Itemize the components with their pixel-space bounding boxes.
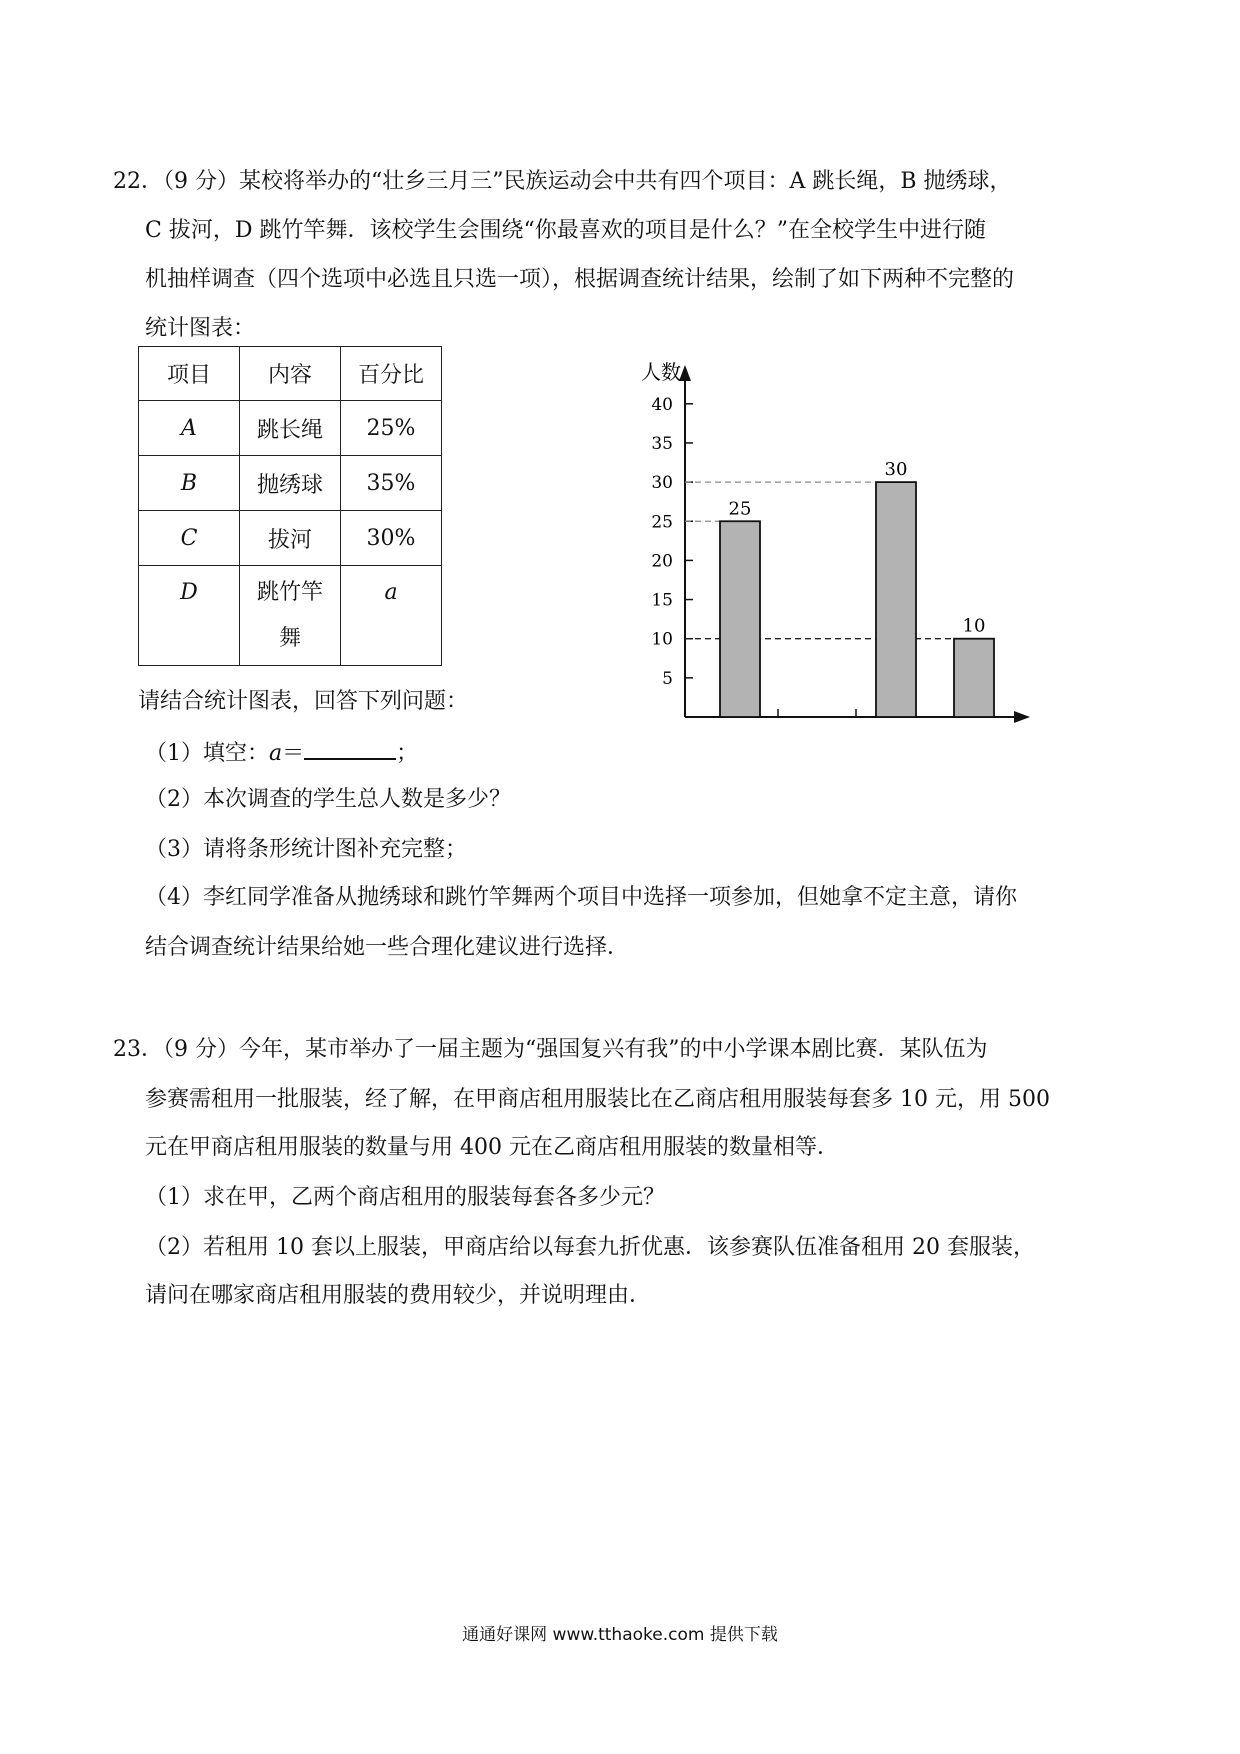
q22-sub-1-var: a (269, 741, 283, 766)
table-row (139, 456, 442, 511)
bar-data-label: 30 (884, 459, 908, 481)
table-cell-item: B (139, 456, 240, 511)
table-row (139, 401, 442, 456)
q23-line-3: 元在甲商店租用服装的数量与用 400 元在乙商店租用服装的数量相等． (145, 1135, 839, 1160)
bar-data-label: 25 (728, 498, 752, 520)
bar (876, 482, 916, 717)
q22-sub-3: （3）请将条形统计图补充完整； (145, 837, 467, 862)
table-cell-item: A (139, 401, 240, 456)
y-tick-label: 35 (651, 433, 673, 454)
y-tick-label: 15 (651, 590, 673, 611)
x-axis-arrow (1014, 711, 1030, 723)
table-header-content: 内容 (240, 347, 341, 401)
q22-sub-1-eq: ＝ (282, 741, 305, 766)
page-footer: 通通好课网 www.tthaoke.com 提供下载 (462, 1625, 778, 1645)
bar-data-label: 10 (962, 615, 986, 637)
q22-line-4: 统计图表： (145, 316, 256, 341)
table-cell-percent: 30% (341, 511, 442, 566)
y-tick-label: 25 (651, 512, 673, 533)
q23-line-2: 参赛需租用一批服装，经了解，在甲商店租用服装比在乙商店租用服装每套多 10 元，用 500 (145, 1087, 1050, 1112)
table-header-item: 项目 (139, 347, 240, 401)
table-header-row (139, 347, 442, 401)
q22-sub-4-line-1: （4）李红同学准备从抛绣球和跳竹竿舞两个项目中选择一项参加，但她拿不定主意，请你 (145, 885, 1018, 910)
q22-line-1: 22．（9 分）某校将举办的“壮乡三月三”民族运动会中共有四个项目：A 跳长绳，B 抛绣球， (113, 169, 1012, 194)
q22-sub-2: （2）本次调查的学生总人数是多少？ (145, 787, 511, 812)
bar-chart (620, 355, 1040, 735)
q22-prompt: 请结合统计图表，回答下列问题： (138, 689, 469, 714)
answer-blank (304, 734, 396, 760)
table-cell-item: C (139, 511, 240, 566)
q23-sub-1: （1）求在甲，乙两个商店租用的服装每套各多少元？ (145, 1185, 665, 1210)
q23-sub-2: （2）若租用 10 套以上服装，甲商店给以每套九折优惠．该参赛队伍准备租用 20 套服装， (145, 1235, 1035, 1260)
q22-sub-1-prefix: （1）填空： (145, 741, 269, 766)
q22-line-2: C 拔河，D 跳竹竿舞．该校学生会围绕“你最喜欢的项目是什么？”在全校学生中进行随 (145, 218, 986, 243)
survey-table (138, 346, 442, 666)
table-row (139, 511, 442, 566)
y-tick-label: 40 (651, 394, 673, 415)
table-cell-content (240, 566, 341, 666)
q23-line-1: 23．（9 分）今年，某市举办了一届主题为“强国复兴有我”的中小学课本剧比赛．某队伍为 (113, 1037, 988, 1062)
bar (954, 639, 994, 717)
table-header-percent: 百分比 (341, 347, 442, 401)
table-cell-content: 抛绣球 (240, 456, 341, 511)
q22-line-3: 机抽样调查（四个选项中必选且只选一项），根据调查统计结果，绘制了如下两种不完整的 (145, 267, 1015, 292)
q23-sub-3: 请问在哪家商店租用服装的费用较少，并说明理由． (145, 1283, 652, 1308)
bar (720, 521, 760, 717)
y-axis-label: 人数 (641, 360, 681, 384)
table-cell-percent: 35% (341, 456, 442, 511)
table-cell-percent: 25% (341, 401, 442, 456)
table-cell-content: 拔河 (240, 511, 341, 566)
y-tick-label: 20 (651, 551, 673, 572)
table-row (139, 566, 442, 666)
q22-sub-1-end: ； (396, 741, 419, 766)
table-cell-percent: a (341, 566, 442, 666)
table-cell-item: D (139, 566, 240, 666)
y-tick-label: 10 (651, 629, 673, 650)
y-tick-label: 30 (651, 473, 673, 494)
y-tick-label: 5 (662, 668, 673, 689)
table-cell-content: 跳长绳 (240, 401, 341, 456)
table-cell-content-line-2: 舞 (278, 625, 301, 651)
table-cell-content-line-1: 跳竹竿 (256, 579, 323, 605)
q22-sub-4-line-2: 结合调查统计结果给她一些合理化建议进行选择． (145, 935, 630, 960)
q22-sub-1 (145, 734, 418, 767)
